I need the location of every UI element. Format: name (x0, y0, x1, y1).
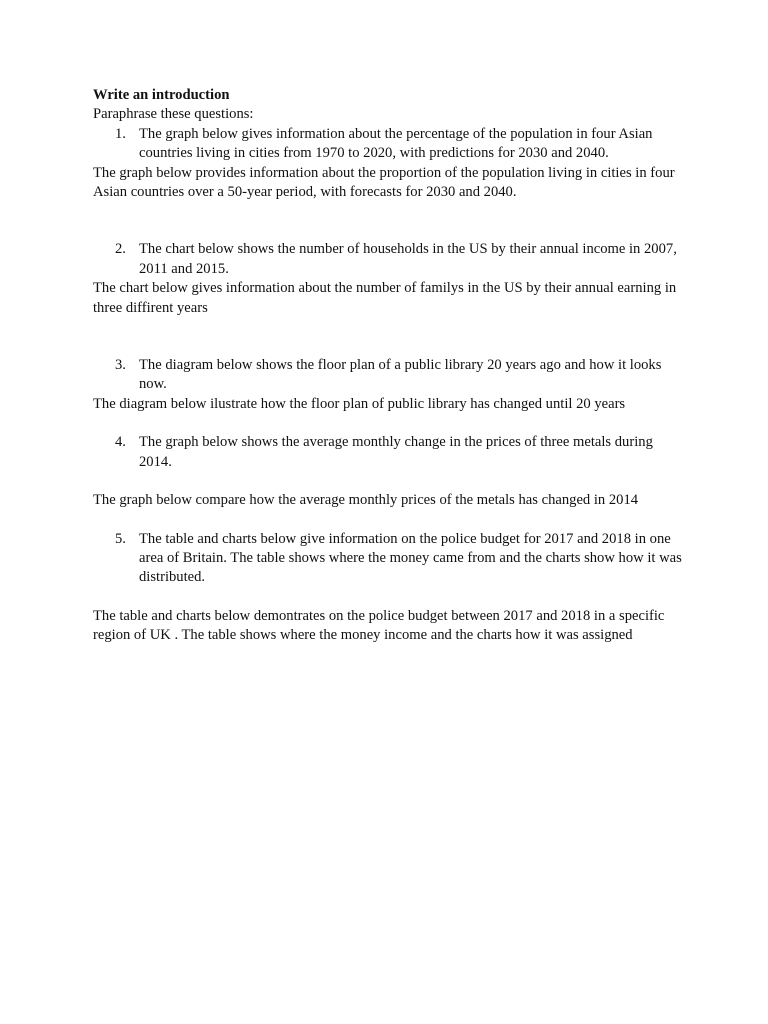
answer-text: The table and charts below demontrates on the police budget between 2017 and 2018 in a specific region of UK . The table shows where the money income and the charts how it was assigned (93, 607, 665, 644)
answer-text: The chart below gives information about the number of familys in the US by their annual earning in three diffirent years (93, 280, 677, 316)
spacer (93, 202, 683, 240)
answer-text: The graph below provides information about the proportion of the population living in cities in four Asian countries over a 50-year period, with forecasts for 2030 and 2040. (93, 164, 675, 201)
page-title: Write an introduction (93, 87, 230, 103)
question-item (93, 356, 683, 395)
answer-text: The graph below compare how the average monthly prices of the metals has changed in 2014 (93, 492, 639, 509)
question-number: 2. (115, 241, 126, 258)
answer-text: The diagram below ilustrate how the floor plan of public library has changed until 20 years (93, 395, 626, 412)
question-item (93, 530, 683, 588)
spacer (93, 472, 683, 491)
spacer (93, 318, 683, 356)
question-number: 3. (115, 357, 126, 374)
question-number: 1. (115, 125, 126, 142)
question-text: The table and charts below give information on the police budget for 2017 and 2018 in one area of Britain. The table shows where the money came from and the charts show how it was distributed. (139, 530, 682, 586)
question-text: The chart below shows the number of households in the US by their annual income in 2007, 2011 and 2015. (139, 241, 677, 277)
question-number: 4. (115, 434, 126, 451)
question-item (93, 433, 683, 472)
question-text: The graph below shows the average monthly change in the prices of three metals during 2014. (139, 434, 653, 470)
spacer (93, 511, 683, 530)
question-item (93, 125, 683, 164)
document-body (93, 86, 683, 646)
spacer (93, 414, 683, 433)
instruction-text: Paraphrase these questions: (93, 106, 254, 123)
question-text: The diagram below shows the floor plan of a public library 20 years ago and how it looks now. (139, 357, 662, 393)
question-number: 5. (115, 530, 126, 547)
question-text: The graph below gives information about the percentage of the population in four Asian countries living in cities from 1970 to 2020, with predictions for 2030 and 2040. (139, 125, 653, 162)
spacer (93, 588, 683, 607)
question-item (93, 240, 683, 279)
